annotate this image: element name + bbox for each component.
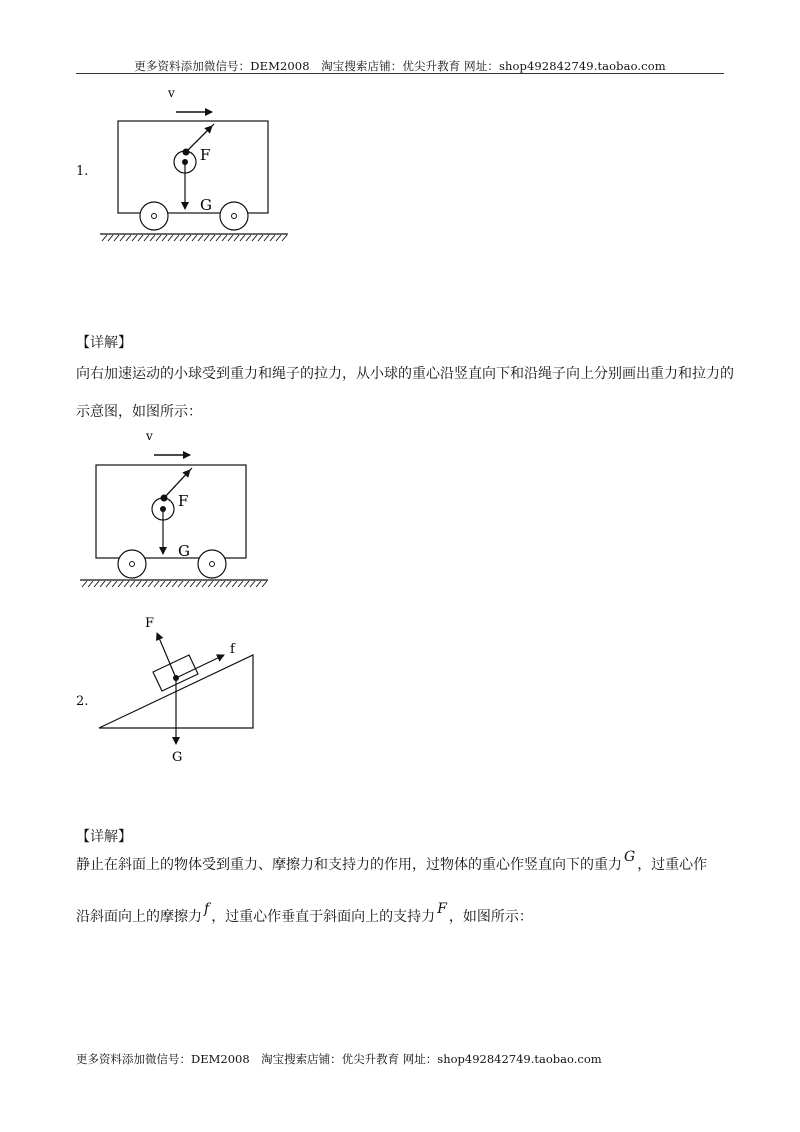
explain-2-text-part: ，如图所示： bbox=[448, 909, 533, 925]
cart-wheel-right bbox=[198, 550, 226, 578]
explain-2-heading: 【详解】 bbox=[76, 829, 132, 845]
friction-symbol: f bbox=[204, 901, 210, 917]
friction-force-label: f bbox=[230, 642, 235, 657]
velocity-label: v bbox=[168, 86, 175, 100]
ground-hatching bbox=[100, 234, 288, 241]
cart-wheel-left bbox=[118, 550, 146, 578]
force-label: F bbox=[200, 146, 211, 164]
page-header: 更多资料添加微信号：DEM2008 淘宝搜索店铺：优尖升教育 网址：shop492842749.taobao.com bbox=[134, 59, 666, 73]
explain-2-text bbox=[76, 846, 736, 884]
gravity-symbol: G bbox=[624, 849, 636, 865]
support-force-symbol: F bbox=[437, 901, 447, 917]
cart-wheel-right bbox=[220, 202, 248, 230]
answer-1-number: 1. bbox=[76, 164, 89, 179]
incline-diagram bbox=[96, 612, 266, 766]
cart-diagram-answer bbox=[96, 84, 296, 244]
explain-1-heading: 【详解】 bbox=[76, 335, 132, 351]
explain-2-text-part: 沿斜面向上的摩擦力 bbox=[76, 909, 202, 925]
answer-2-number: 2. bbox=[76, 694, 89, 709]
explain-2-text-part: ，过重心作垂直于斜面向上的支持力 bbox=[211, 909, 436, 925]
explain-2-text-part: 静止在斜面上的物体受到重力、摩擦力和支持力的作用，过物体的重心作竖直向下的重力 bbox=[76, 857, 622, 873]
force-label: F bbox=[178, 492, 189, 510]
velocity-label: v bbox=[146, 429, 153, 443]
page-footer: 更多资料添加微信号：DEM2008 淘宝搜索店铺：优尖升教育 网址：shop492842749.taobao.com bbox=[76, 1052, 602, 1066]
gravity-label: G bbox=[178, 542, 190, 560]
explain-1-text: 向右加速运动的小球受到重力和绳子的拉力，从小球的重心沿竖直向下和沿绳子向上分别画出重力和拉力的示意图，如图所示： bbox=[76, 366, 734, 420]
ground-hatching bbox=[80, 580, 268, 587]
explain-2-text-part: ，过重心作 bbox=[637, 857, 708, 873]
gravity-label: G bbox=[172, 750, 183, 765]
cart-diagram-explain bbox=[76, 428, 276, 592]
support-force-label: F bbox=[145, 616, 155, 631]
header-divider bbox=[76, 73, 724, 74]
gravity-label: G bbox=[200, 196, 212, 214]
explain-2-text-line-2 bbox=[76, 898, 736, 936]
cart-wheel-left bbox=[140, 202, 168, 230]
